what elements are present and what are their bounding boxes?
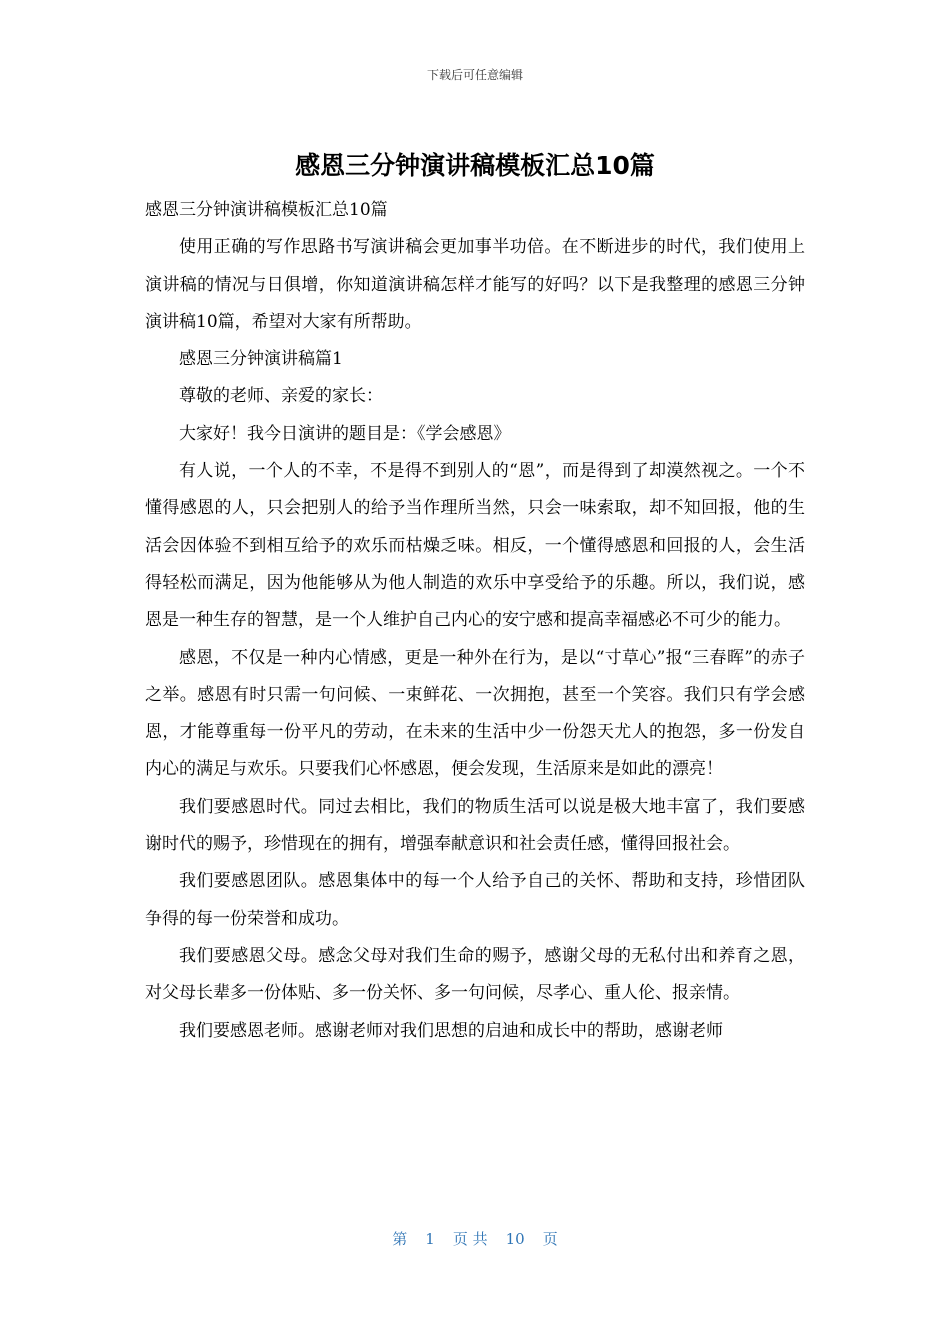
salutation: 尊敬的老师、亲爱的家长： <box>179 386 383 407</box>
paragraph: 感恩，不仅是一种内心情感，更是一种外在行为，是以“寸草心”报“三春晖”的赤子之举。感恩有时只需一句问候、一束鲜花、一次拥抱，甚至一个笑容。我们只有学会感恩，才能尊重每一份平凡的劳动，在未来的生活中少一份怨天尤人的抱怨，多一份发自内心的满足与欢乐。只要我们心怀感恩，便会发现，生活原来是如此的漂亮！ <box>145 647 805 780</box>
page-label-suffix: 页 <box>542 1230 558 1248</box>
page-footer <box>0 1228 950 1249</box>
paragraph: 大家好！我今日演讲的题目是：《学会感恩》 <box>179 423 511 444</box>
document-subtitle: 感恩三分钟演讲稿模板汇总10篇 <box>145 200 388 220</box>
paragraph: 我们要感恩团队。感恩集体中的每一个人给予自己的关怀、帮助和支持，珍惜团队争得的每一份荣誉和成功。 <box>145 871 805 929</box>
paragraph: 我们要感恩老师。感谢老师对我们思想的启迪和成长中的帮助，感谢老师 <box>179 1020 723 1041</box>
paragraph: 有人说，一个人的不幸，不是得不到别人的“恩”，而是得到了却漠然视之。一个不懂得感恩的人，只会把别人的给予当作理所当然，只会一味索取，却不知回报，他的生活会因体验不到相互给予的欢乐而枯燥乏味。相反，一个懂得感恩和回报的人，会生活得轻松而满足，因为他能够从为他人制造的欢乐中享受给予的乐趣。所以，我们说，感恩是一种生存的智慧，是一个人维护自己内心的安宁感和提高幸福感必不可少的能力。 <box>145 461 805 631</box>
section-heading: 感恩三分钟演讲稿篇1 <box>179 349 343 370</box>
header-note: 下载后可任意编辑 <box>426 68 523 82</box>
page-total: 10 <box>505 1230 525 1248</box>
page-label-prefix: 第 <box>392 1230 408 1248</box>
document-title: 感恩三分钟演讲稿模板汇总10篇 <box>295 151 655 180</box>
paragraph: 使用正确的写作思路书写演讲稿会更加事半功倍。在不断进步的时代，我们使用上演讲稿的情况与日俱增，你知道演讲稿怎样才能写的好吗？以下是我整理的感恩三分钟演讲稿10篇，希望对大家有所帮助。 <box>145 237 805 332</box>
paragraph: 我们要感恩时代。同过去相比，我们的物质生活可以说是极大地丰富了，我们要感谢时代的赐予，珍惜现在的拥有，增强奉献意识和社会责任感，懂得回报社会。 <box>145 796 805 855</box>
document-body <box>145 192 805 1050</box>
paragraph: 我们要感恩父母。感念父母对我们生命的赐予，感谢父母的无私付出和养育之恩，对父母长辈多一份体贴、多一份关怀、多一句问候，尽孝心、重人伦、报亲情。 <box>145 945 805 1004</box>
page-label-mid: 页 共 <box>452 1230 488 1248</box>
page-current: 1 <box>425 1230 435 1248</box>
